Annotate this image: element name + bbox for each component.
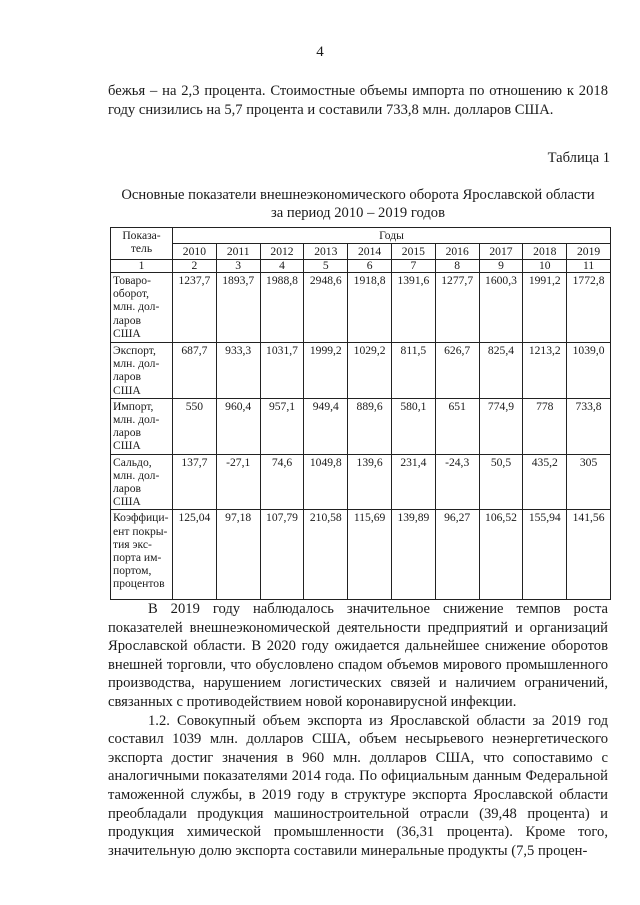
year-header: 2017 (479, 244, 523, 260)
year-header: 2011 (216, 244, 260, 260)
table-cell: 125,04 (173, 510, 217, 600)
table-cell: 889,6 (348, 398, 392, 454)
table-cell: 1600,3 (479, 273, 523, 343)
table-cell: 1772,8 (567, 273, 611, 343)
table-cell: 435,2 (523, 454, 567, 510)
intro-paragraph: бежья – на 2,3 процента. Стоимостные объемы импорта по отношению к 2018 году снизились на 5,7 процента и составили 733,8 млн. долларов США. (108, 83, 608, 118)
row-label: Импорт, млн. дол-ларов США (111, 398, 173, 454)
table-cell: 774,9 (479, 398, 523, 454)
row-label: Товаро-оборот, млн. дол-ларов США (111, 273, 173, 343)
table-cell: 825,4 (479, 343, 523, 399)
table-cell: 2948,6 (304, 273, 348, 343)
table-row (111, 273, 611, 343)
table-cell: 1918,8 (348, 273, 392, 343)
table-cell: 687,7 (173, 343, 217, 399)
table-cell: 231,4 (391, 454, 435, 510)
table-cell: -27,1 (216, 454, 260, 510)
table-cell: 1049,8 (304, 454, 348, 510)
table-label: Таблица 1 (547, 150, 610, 166)
table-cell: -24,3 (435, 454, 479, 510)
table-cell: 626,7 (435, 343, 479, 399)
year-header: 2013 (304, 244, 348, 260)
column-index-row (111, 260, 611, 273)
indicators-table (110, 227, 611, 600)
table-cell: 139,6 (348, 454, 392, 510)
column-index: 9 (479, 260, 523, 273)
table-cell: 1213,2 (523, 343, 567, 399)
table-cell: 580,1 (391, 398, 435, 454)
table-cell: 139,89 (391, 510, 435, 600)
year-header: 2018 (523, 244, 567, 260)
table-cell: 1237,7 (173, 273, 217, 343)
year-header: 2015 (391, 244, 435, 260)
column-index: 6 (348, 260, 392, 273)
table-title-line2: за период 2010 – 2019 годов (271, 205, 445, 221)
column-index: 2 (173, 260, 217, 273)
years-row (111, 244, 611, 260)
table-row (111, 510, 611, 600)
table-cell: 1999,2 (304, 343, 348, 399)
table-cell: 733,8 (567, 398, 611, 454)
table-cell: 1039,0 (567, 343, 611, 399)
table-cell: 107,79 (260, 510, 304, 600)
year-header: 2019 (567, 244, 611, 260)
column-index: 5 (304, 260, 348, 273)
year-header: 2010 (173, 244, 217, 260)
paragraph-export-volume: 1.2. Совокупный объем экспорта из Ярославской области за 2019 год составил 1039 млн. долларов США, объем несырьевого неэнергетического экспорта достиг значения в 960 млн. долларов США, что сопоставимо с аналогичными показателями 2014 года. По официальным данным Федеральной таможенной службы, в 2019 году в структуре экспорта Ярославской области преобладали продукция машиностроительной отрасли (39,48 процента) и продукция химической промышленности (36,31 процента). Кроме того, значительную долю экспорта составили минеральные продукты (7,5 процен- (108, 712, 608, 859)
table-cell: 1988,8 (260, 273, 304, 343)
paragraph-economy-slowdown: В 2019 году наблюдалось значительное снижение темпов роста показателей внешнеэкономической деятельности предприятий и организаций Ярославской области. В 2020 году ожидается дальнейшее снижение оборотов внешней торговли, что обусловлено спадом объемов мирового промышленного производства, нарушением логистических связей и наличием ограничений, связанных с противодействием новой коронавирусной инфекции. (108, 601, 608, 710)
column-index: 11 (567, 260, 611, 273)
year-header: 2014 (348, 244, 392, 260)
year-header: 2016 (435, 244, 479, 260)
year-header: 2012 (260, 244, 304, 260)
column-index: 7 (391, 260, 435, 273)
table-cell: 106,52 (479, 510, 523, 600)
column-index: 1 (111, 260, 173, 273)
table-row (111, 398, 611, 454)
corner-header: Показа-тель (111, 228, 173, 260)
table-cell: 1031,7 (260, 343, 304, 399)
table-cell: 155,94 (523, 510, 567, 600)
table-cell: 778 (523, 398, 567, 454)
column-index: 3 (216, 260, 260, 273)
table-cell: 97,18 (216, 510, 260, 600)
table-cell: 1029,2 (348, 343, 392, 399)
table-cell: 1893,7 (216, 273, 260, 343)
table-cell: 96,27 (435, 510, 479, 600)
table-cell: 305 (567, 454, 611, 510)
column-index: 4 (260, 260, 304, 273)
table-cell: 141,56 (567, 510, 611, 600)
table-title-line1: Основные показатели внешнеэкономического оборота Ярославской области (121, 187, 595, 203)
table-cell: 949,4 (304, 398, 348, 454)
table-cell: 115,69 (348, 510, 392, 600)
table-cell: 960,4 (216, 398, 260, 454)
row-label: Сальдо, млн. дол-ларов США (111, 454, 173, 510)
body-text (108, 600, 608, 860)
table-cell: 811,5 (391, 343, 435, 399)
table-cell: 933,3 (216, 343, 260, 399)
table-title (108, 186, 608, 222)
column-index: 8 (435, 260, 479, 273)
table-cell: 1991,2 (523, 273, 567, 343)
table-cell: 550 (173, 398, 217, 454)
table-row (111, 343, 611, 399)
row-label: Коэффици-ент покры-тия экс-порта им-портом, процентов (111, 510, 173, 600)
page-number: 4 (316, 44, 324, 60)
table-cell: 1277,7 (435, 273, 479, 343)
table-cell: 50,5 (479, 454, 523, 510)
column-index: 10 (523, 260, 567, 273)
table-cell: 74,6 (260, 454, 304, 510)
table-row (111, 454, 611, 510)
table-cell: 651 (435, 398, 479, 454)
table-cell: 1391,6 (391, 273, 435, 343)
row-label: Экспорт, млн. дол-ларов США (111, 343, 173, 399)
table-cell: 210,58 (304, 510, 348, 600)
years-header: Годы (173, 228, 611, 244)
table-cell: 957,1 (260, 398, 304, 454)
table-cell: 137,7 (173, 454, 217, 510)
